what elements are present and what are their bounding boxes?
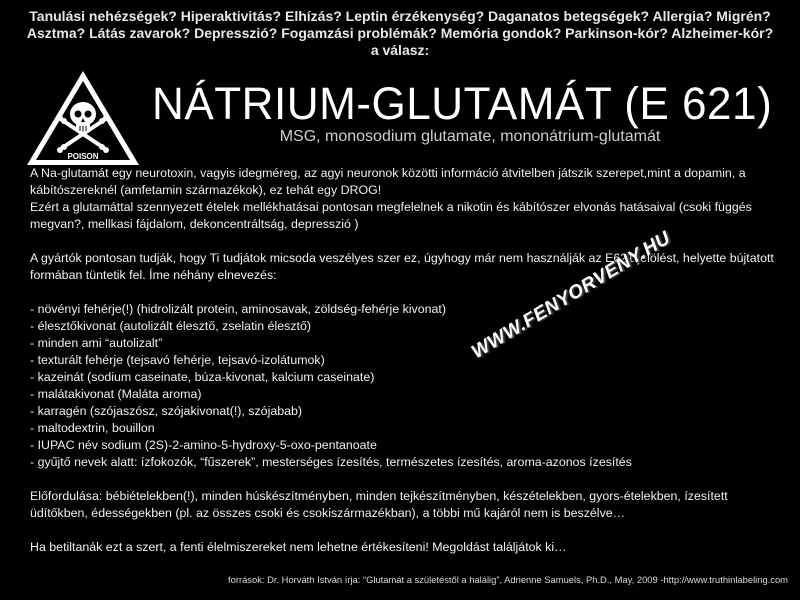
occurrence-paragraph: Előfordulása: bébiételekben(!), minden húskészítményben, minden tejkészítményben, készételekben, gyors-ételekben, ízesített üdítőkben, édességekben (pl. az összes csoki és csokiszármazékban), a többi mű kajáról nem is beszélve… — [30, 489, 728, 520]
list-item: - minden ami “autolizalt” — [30, 336, 163, 350]
list-item: - növényi fehérje(!) (hidrolizált protein, aminosavak, zöldség-fehérje kivonat) — [30, 302, 446, 316]
page-title: NÁTRIUM-GLUTAMÁT (E 621) — [152, 78, 773, 129]
list-item: - maltodextrin, bouillon — [30, 421, 155, 435]
list-item: - élesztőkivonat (autolizált élesztő, zselatin élesztő) — [30, 319, 311, 333]
list-item: - texturált fehérje (tejsavó fehérje, tejsavó-izolátumok) — [30, 353, 325, 367]
answer-intro: a válasz: — [370, 42, 430, 58]
list-item: - gyűjtő nevek alatt: ízfokozók, “fűszerek”, mesterséges ízesítés, természetes ízesítés, aroma-azonos ízesítés — [30, 455, 632, 469]
list-item: - karragén (szójaszósz, szójakivonat(!), szójabab) — [30, 404, 303, 418]
alias-list — [30, 301, 780, 471]
list-item: - kazeinát (sodium caseinate, búza-kivonat, kalcium caseinate) — [30, 370, 375, 384]
effects-paragraph: Ezért a glutamáttal szennyezett ételek mellékhatásai pontosan megfelelnek a nikotin és kábítószer elvonás hatásaival (csoki függés megvan?, mellkasi fájdalom, dekoncentráltság, depresszió ) — [30, 200, 752, 231]
poison-skull-crossbones-icon — [24, 68, 142, 168]
poison-label: POISON — [67, 152, 99, 161]
list-item: - IUPAC név sodium (2S)-2-amino-5-hydroxy-5-oxo-pentanoate — [30, 438, 377, 452]
website-watermark: WWW.FENYORVENY.HU — [468, 227, 675, 364]
article-body — [30, 165, 780, 556]
question-line: Asztma? Látás zavarok? Depresszió? Fogamzási problémák? Memória gondok? Parkinson-kór? Alzheimer-kór? — [26, 25, 774, 41]
closing-paragraph: Ha betiltanák ezt a szert, a fenti élelmiszereket nem lehetne értékesíteni! Megoldást találjátok ki… — [30, 540, 567, 554]
list-item: - malátakivonat (Maláta aroma) — [30, 387, 202, 401]
sources-footer: források: Dr. Horváth István írja: “Glutamát a születéstől a halálig”, Adrienne Samuels, Ph.D., May, 2009 -http://www.truthinlabeling.com — [228, 574, 788, 585]
question-line: Tanulási nehézségek? Hiperaktivitás? Elhízás? Leptin érzékenység? Daganatos betegségek? Allergia? Migrén? — [29, 8, 771, 24]
hidden-names-intro: A gyártók pontosan tudják, hogy Ti tudjátok micsoda veszélyes szer ez, úgyhogy már nem használják az E621 jelölést, helyette bújtatott formában tüntetik fel. Íme néhány elnevezés: — [30, 251, 774, 282]
page-subtitle: MSG, monosodium glutamate, mononátrium-glutamát — [279, 128, 661, 145]
questions-header — [10, 8, 790, 59]
intro-paragraph: A Na-glutamát egy neurotoxin, vagyis idegméreg, az agyi neuronok közötti információ átvitelben játszik szerepet,mint a dopamin, a kábítószereknél (amfetamin származékok), ez tehát egy DROG! — [30, 166, 746, 197]
